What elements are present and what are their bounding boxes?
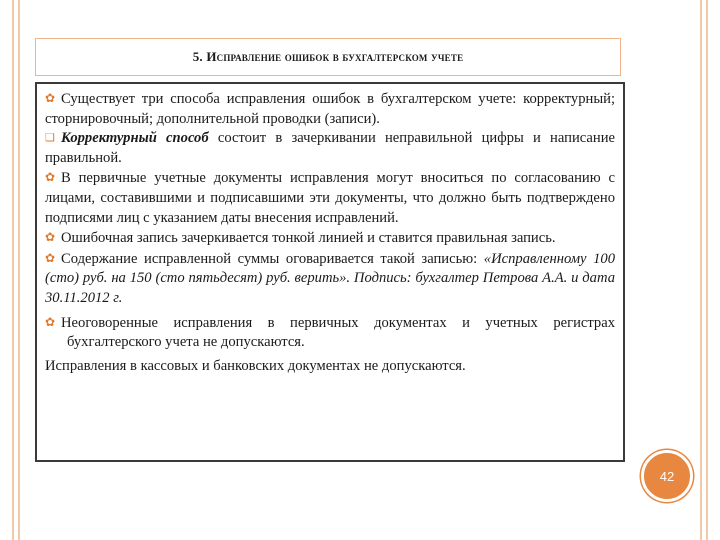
diamond-bullet-icon: ✿ bbox=[45, 314, 56, 329]
title-box bbox=[35, 38, 621, 76]
paragraph-1-text: Существует три способа исправления ошибок в бухгалтерском учете: корректурный; сторнировочный; дополнительной проводки (записи). bbox=[45, 91, 615, 127]
diamond-bullet-icon: ✿ bbox=[45, 230, 56, 245]
paragraph-7 bbox=[45, 357, 615, 377]
paragraph-4 bbox=[45, 228, 615, 249]
left-decor-line bbox=[12, 0, 14, 540]
diamond-bullet-icon: ✿ bbox=[45, 91, 56, 105]
paragraph-5-text: Содержание исправленной суммы оговаривается такой записью: bbox=[61, 250, 484, 267]
page-number-badge bbox=[641, 450, 693, 502]
paragraph-1 bbox=[45, 89, 615, 129]
slide-title: 5. Исправление ошибок в бухгалтерском учете bbox=[192, 49, 464, 64]
paragraph-3 bbox=[45, 168, 615, 228]
paragraph-6 bbox=[45, 313, 615, 353]
paragraph-2-text: состоит в зачеркивании неправильной цифры и написание правильной. bbox=[45, 130, 615, 166]
diamond-bullet-icon: ✿ bbox=[45, 170, 56, 185]
paragraph-5 bbox=[45, 249, 615, 309]
paragraph-2 bbox=[45, 129, 615, 168]
square-bullet-icon: ❑ bbox=[45, 132, 55, 145]
content-box bbox=[35, 82, 625, 462]
paragraph-6-text: Неоговоренные исправления в первичных документах и учетных регистрах бухгалтерского учета не допускаются. bbox=[61, 314, 615, 351]
paragraph-3-text: В первичные учетные документы исправления могут вноситься по согласованию с лицами, составившими и подписавшими эти документы, что должно быть подтверждено подписями лиц с указанием даты внесения исправлений. bbox=[45, 170, 615, 226]
right-decor-line bbox=[706, 0, 708, 540]
paragraph-4-text: Ошибочная запись зачеркивается тонкой линией и ставится правильная запись. bbox=[61, 230, 556, 247]
paragraph-2-bold: Корректурный способ bbox=[61, 130, 209, 147]
page-number: 42 bbox=[659, 468, 675, 484]
paragraph-7-text: Исправления в кассовых и банковских документах не допускаются. bbox=[45, 357, 466, 374]
diamond-bullet-icon: ✿ bbox=[45, 250, 56, 265]
right-decor-line bbox=[700, 0, 702, 540]
left-decor-line bbox=[18, 0, 20, 540]
paragraph-5-italic: «Исправленному 100 (сто) руб. на 150 (сто пятьдесят) руб. верить». Подпись: бухгалтер Петрова А.А. и дата 30.11.2012 г. bbox=[45, 250, 615, 306]
